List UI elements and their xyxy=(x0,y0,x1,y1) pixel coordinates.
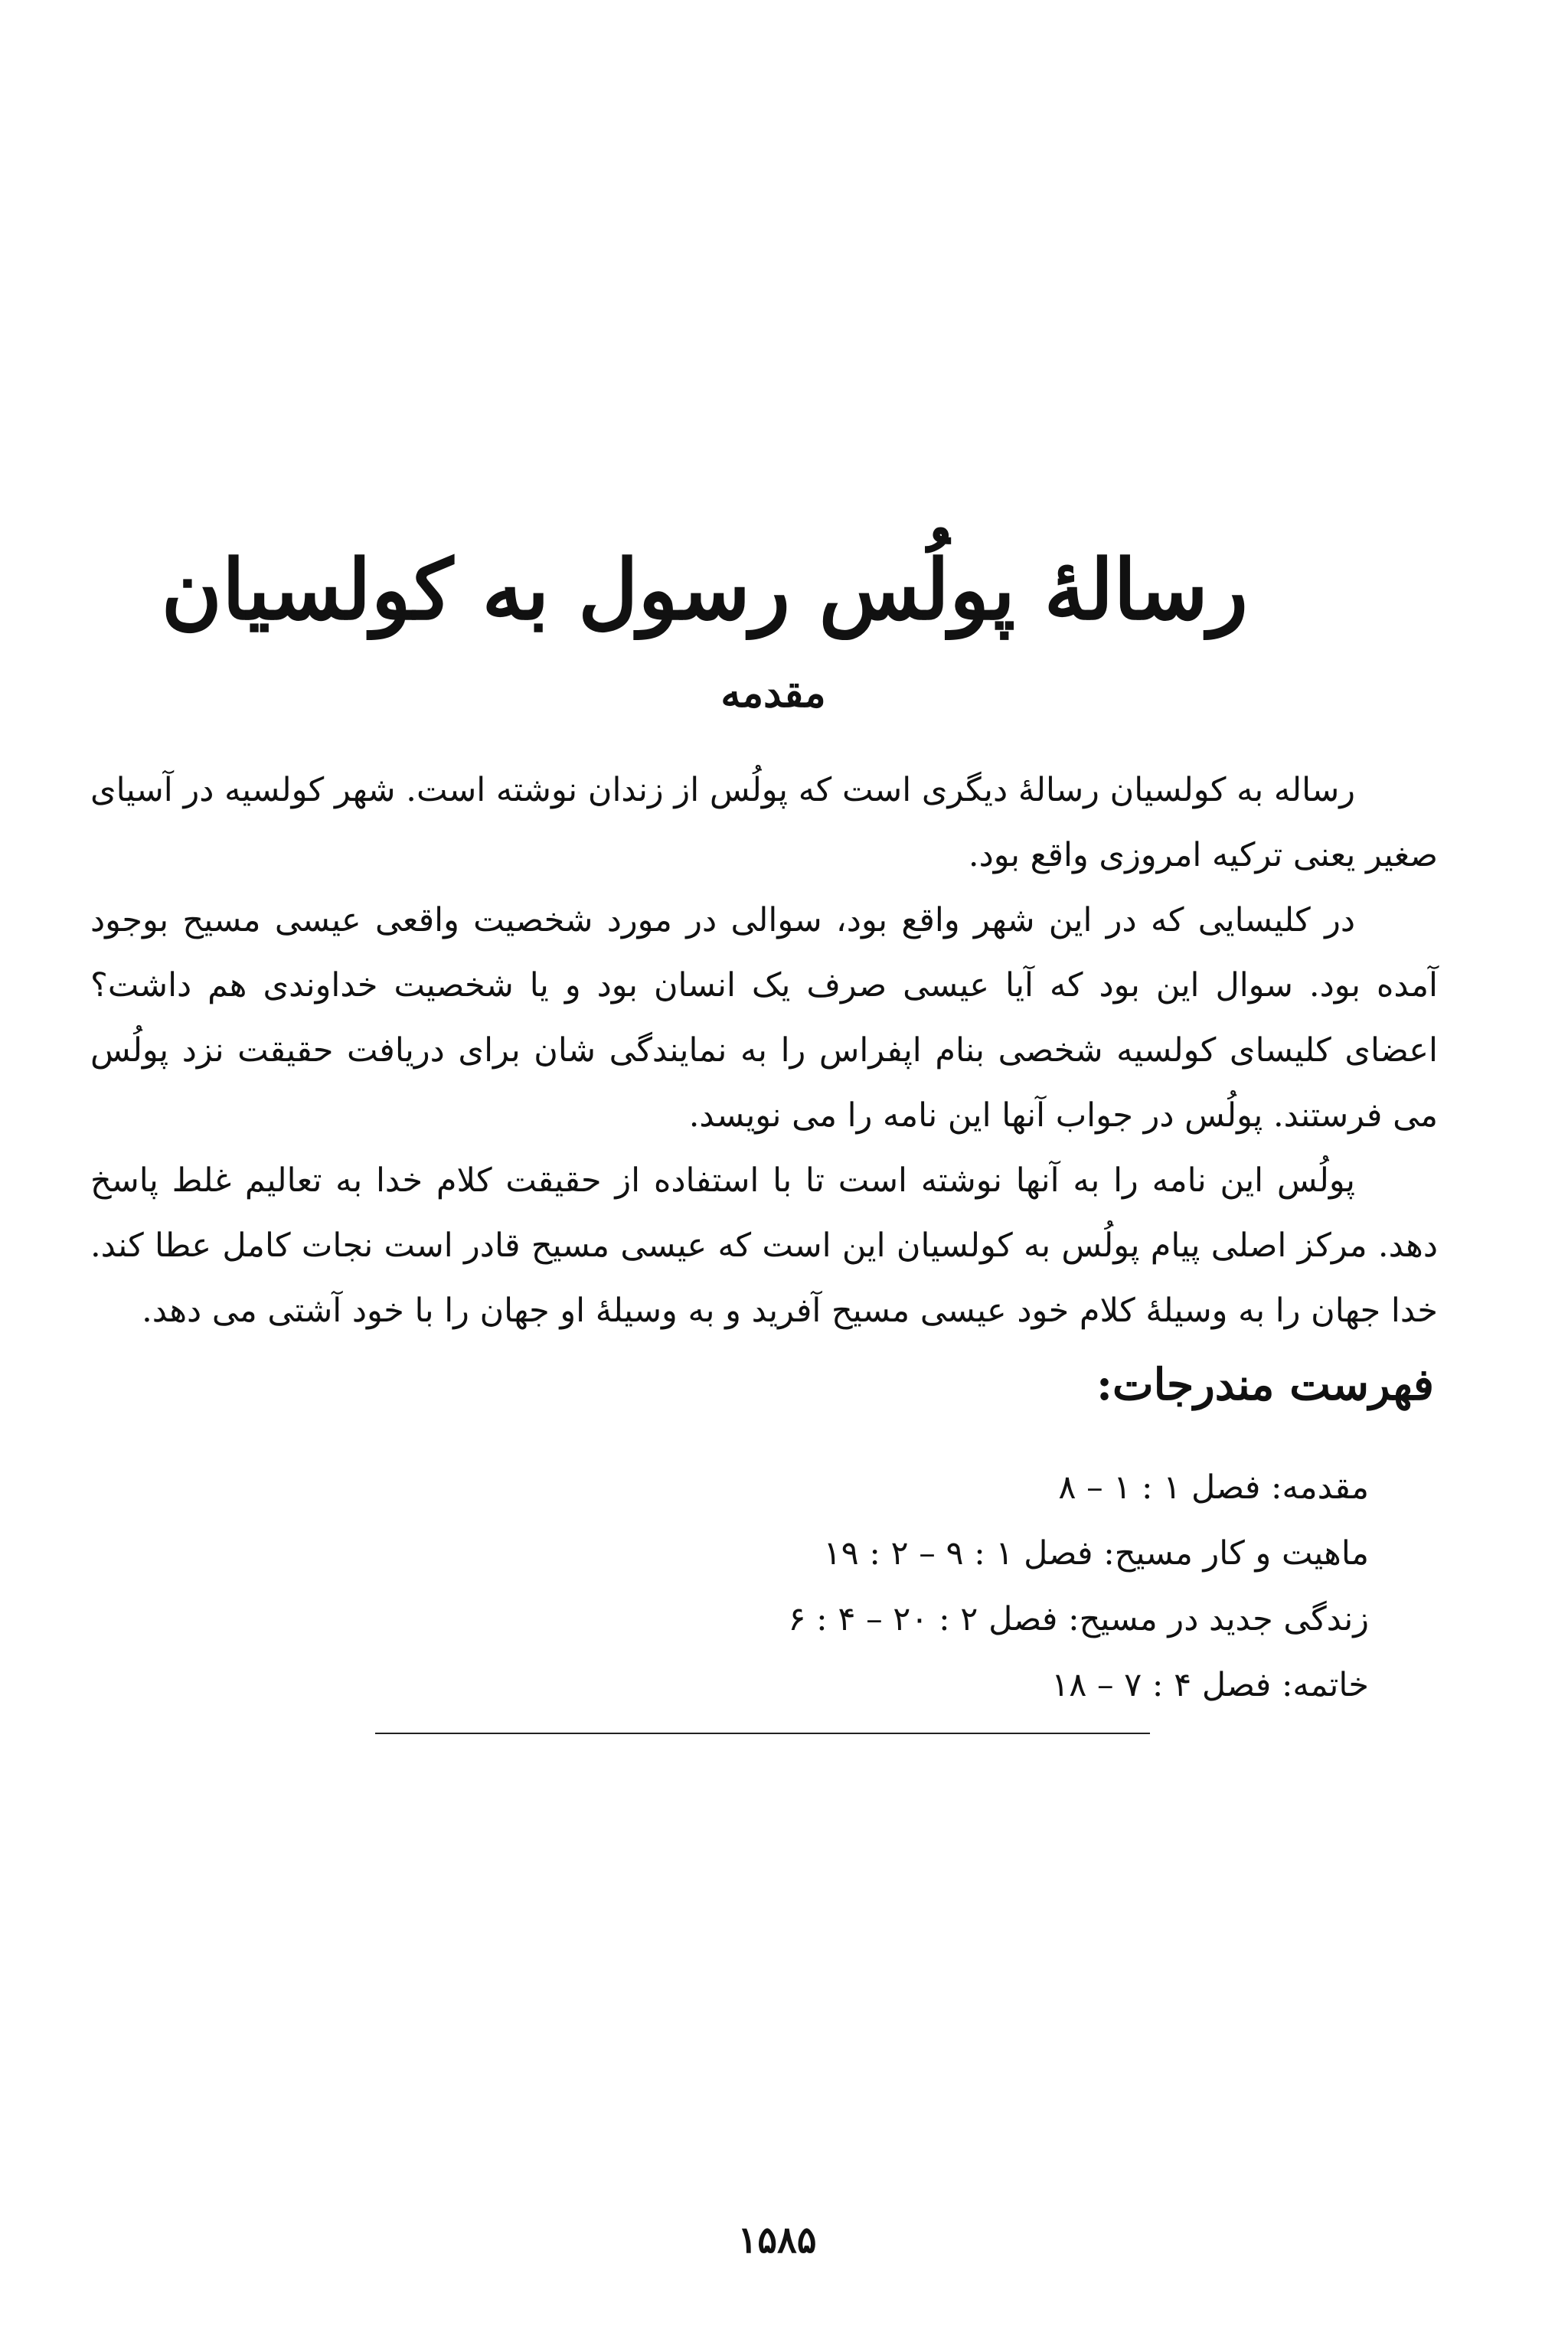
contents-item: خاتمه: فصل ۴ : ۷ – ۱۸ xyxy=(1051,1666,1369,1704)
page-title: رسالهٔ پولُس رسول به کولسیان xyxy=(161,542,1248,639)
section-divider xyxy=(375,1733,1150,1734)
introduction-paragraph-1: رساله به کولسیان رسالهٔ دیگری است که پولُس از زندان نوشته است. شهر کولسیه در آسیای صغیر یعنی ترکیه امروزی واقع بود. xyxy=(90,771,1438,874)
contents-list xyxy=(710,1455,1369,1718)
introduction-body xyxy=(90,758,1438,1344)
page-number: ۱۵۸۵ xyxy=(737,2219,817,2262)
introduction-paragraph-2: در کلیسایی که در این شهر واقع بود، سوالی در مورد شخصیت واقعی عیسی مسیح بوجود آمده بود. سوال این بود که آیا عیسی صرف یک انسان بود و یا شخصیت خداوندی هم داشت؟ اعضای کلیسای کولسیه شخصی بنام اپفراس را به نمایندگی شان برای دریافت حقیقت نزد پولُس می فرستند. پولُس در جواب آنها این نامه را می نویسد. xyxy=(90,901,1438,1135)
contents-item: ماهیت و کار مسیح: فصل ۱ : ۹ – ۲ : ۱۹ xyxy=(823,1534,1369,1573)
contents-heading: فهرست مندرجات: xyxy=(1096,1359,1434,1410)
introduction-heading: مقدمه xyxy=(720,670,826,717)
contents-item: مقدمه: فصل ۱ : ۱ – ۸ xyxy=(1058,1468,1369,1507)
contents-item: زندگی جدید در مسیح: فصل ۲ : ۲۰ – ۴ : ۶ xyxy=(788,1600,1369,1638)
introduction-paragraph-3: پولُس این نامه را به آنها نوشته است تا با استفاده از حقیقت کلام خدا به تعالیم غلط پاسخ دهد. مرکز اصلی پیام پولُس به کولسیان این است که عیسی مسیح قادر است نجات کامل عطا کند. خدا جهان را به وسیلهٔ کلام خود عیسی مسیح آفرید و به وسیلهٔ او جهان را با خود آشتی می دهد. xyxy=(90,1161,1438,1330)
